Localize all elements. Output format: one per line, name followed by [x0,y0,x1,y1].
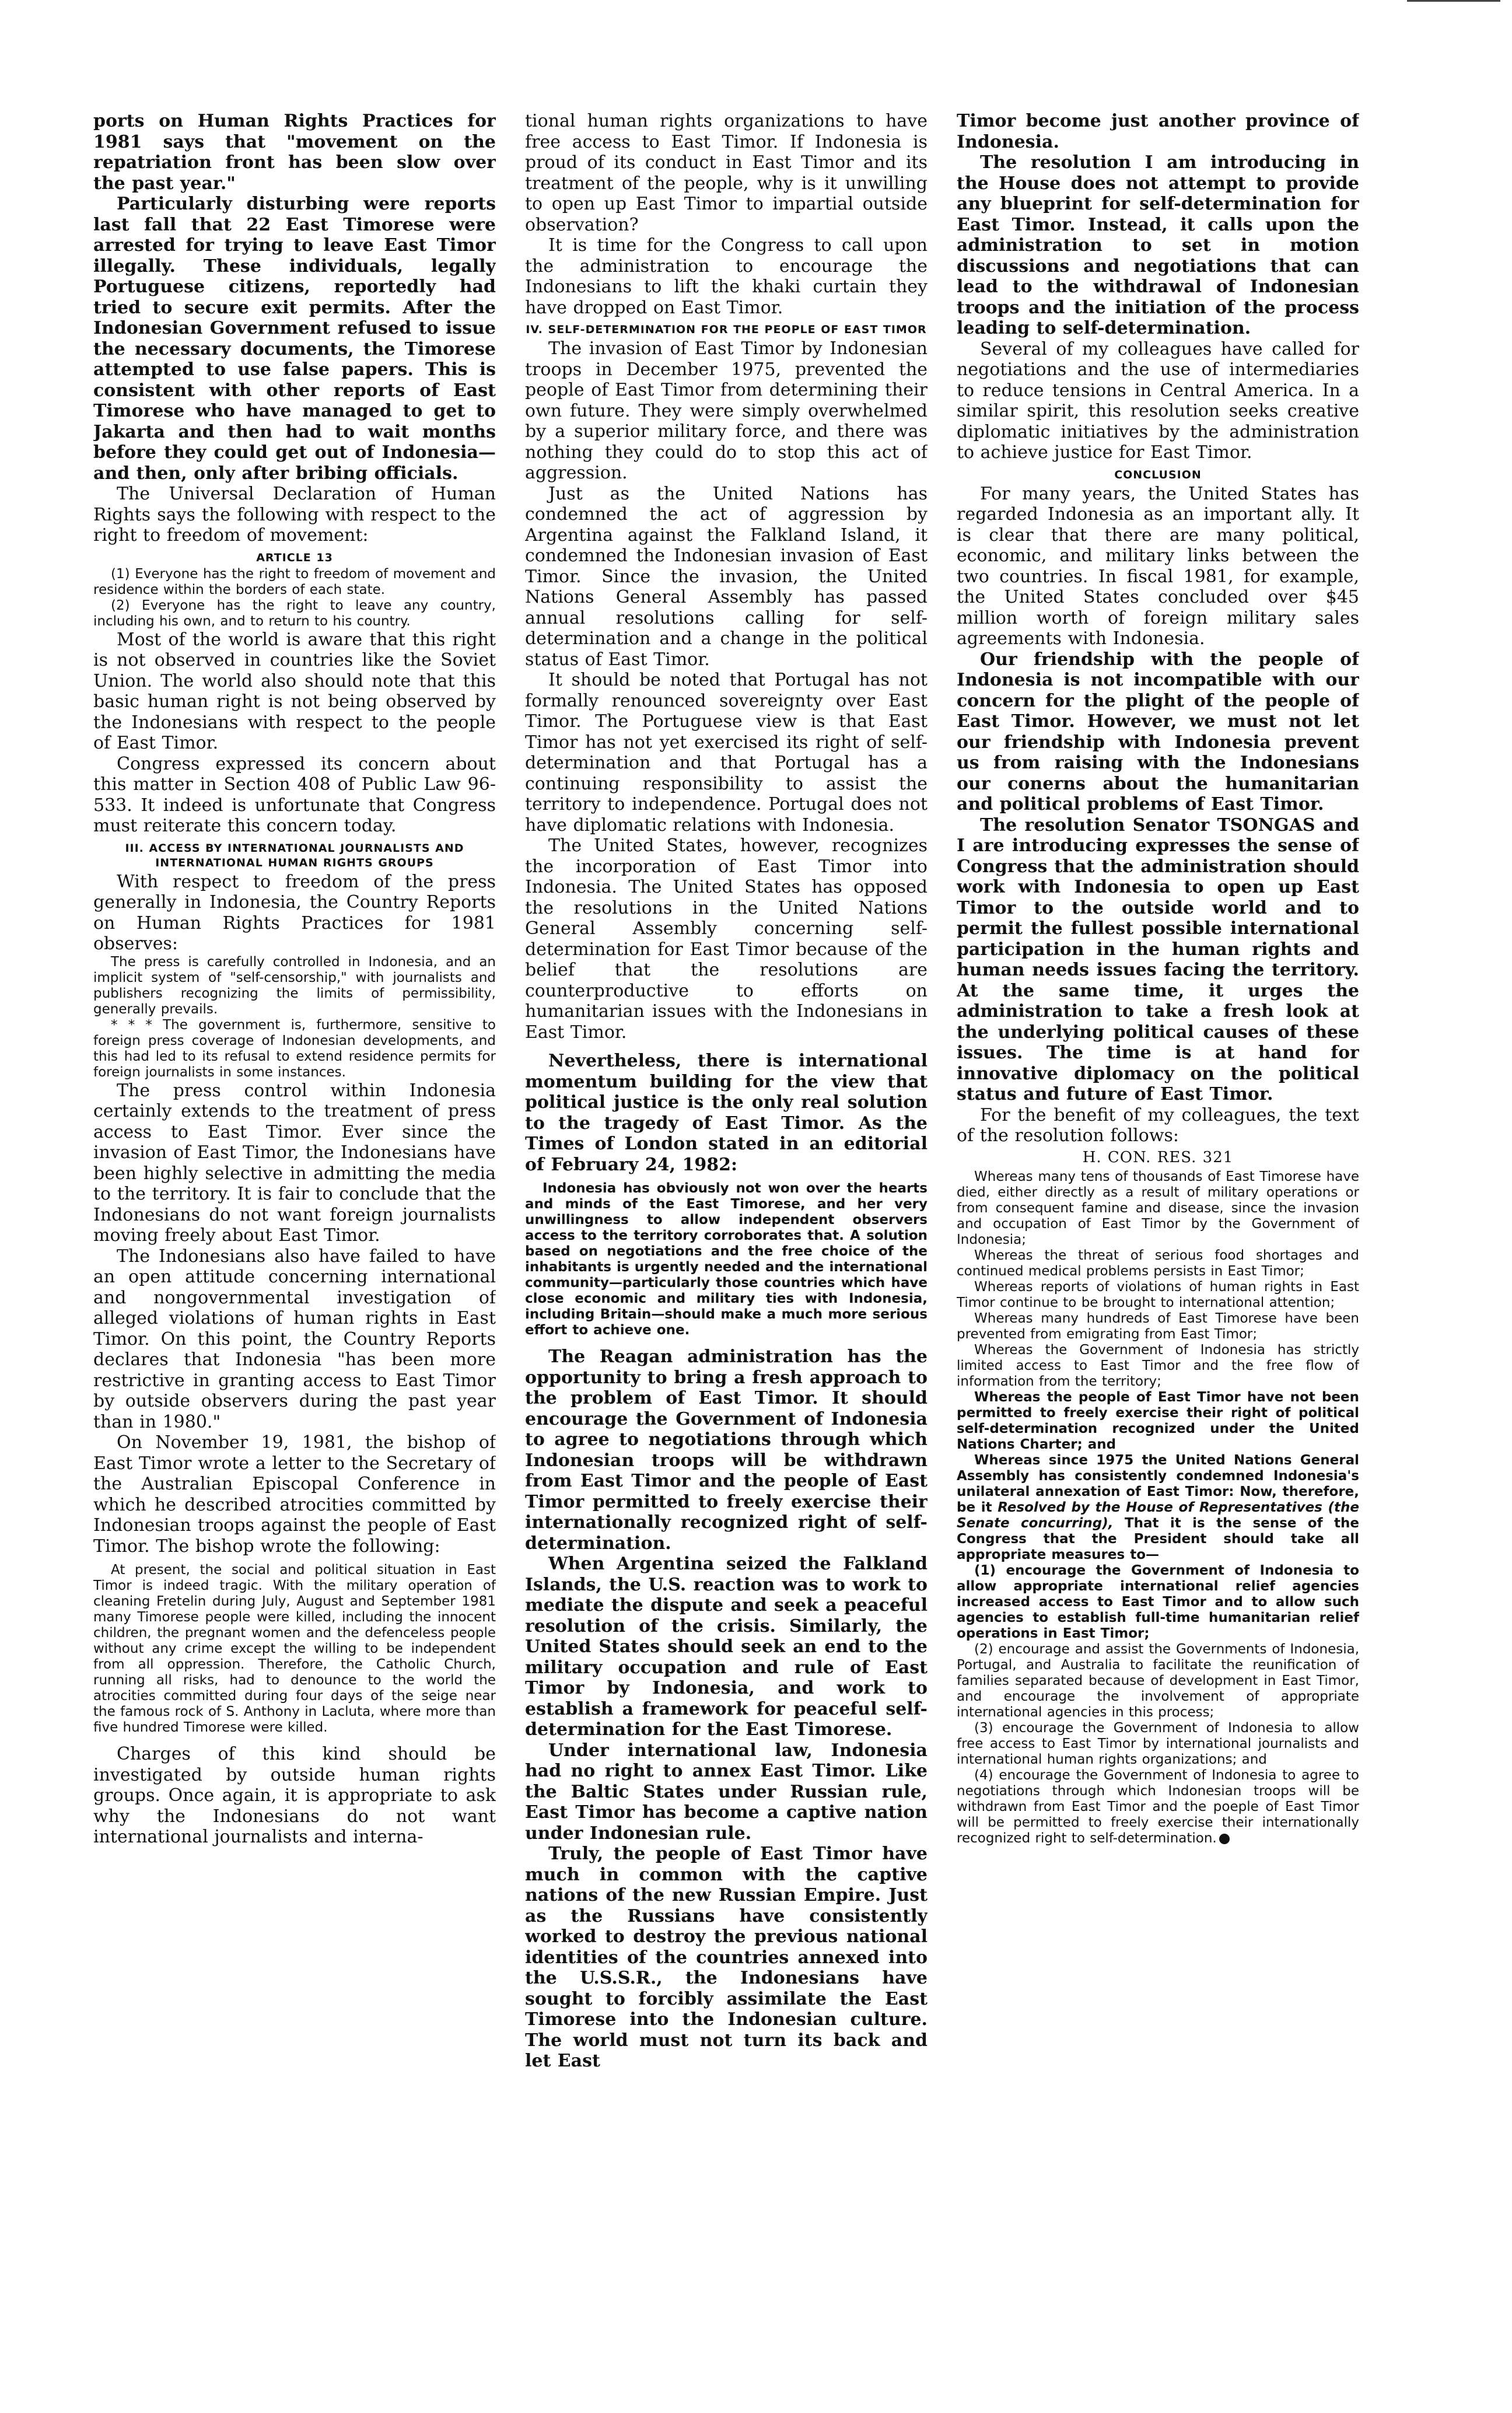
paragraph: The Reagan administration has the opportunity to bring a fresh approach to the problem of East Timor. It should encourage the Government of Indonesia to agree to negotiations through which Indonesian troops will be withdrawn from East Timor and the people of East Timor permitted to freely exercise their internationally recognized right of self-determination. [525,1347,928,1554]
resolving-clause: Resolved by the House of Representatives (the Senate concurring), [957,1500,1359,1531]
paragraph: The resolution I am introducing in the House does not attempt to provide any blueprint for self-determination for East Timor. Instead, it calls upon the administration to set in motion discussions and negotiations that can lead to the withdrawal of Indonesian troops and the initiation of the process leading to self-determination. [957,152,1359,338]
paragraph: tional human rights organizations to have free access to East Timor. If Indonesia is proud of its conduct in East Timor and its treatment of the people, why is it unwilling to open up East Timor to impartial outside observation? [525,111,928,235]
paragraph: Timor become just another province of Indonesia. [957,111,1359,152]
paragraph: Congress expressed its concern about this matter in Section 408 of Public Law 96-533. It indeed is unfortunate that Congress must reiterate this concern today. [93,753,496,836]
paragraph: Most of the world is aware that this right is not observed in countries like the Soviet Union. The world also should note that this basic human right is not being observed by the Indonesians with respect to the people of East Timor. [93,629,496,753]
paragraph: It should be noted that Portugal has not formally renounced sovereignty over East Timor. The Portuguese view is that East Timor has not yet exercised its right of self-determination and that Portugal has a continuing responsibility to assist the territory to independence. Portugal does not have diplomatic relations with Indonesia. [525,670,928,835]
column-2 [525,111,928,2374]
clause-text: That it is the sense of the Congress that the President should take all appropriate measures to— [957,1516,1359,1562]
paragraph: With respect to freedom of the press generally in Indonesia, the Country Reports on Human Rights Practices for 1981 observes: [93,871,496,954]
quote-paragraph: * * * The government is, furthermore, sensitive to foreign press coverage of Indonesian developments, and this had led to its refusal to extend residence permits for foreign journalists in some instances. [93,1017,496,1080]
paragraph: When Argentina seized the Falkland Islands, the U.S. reaction was to work to mediate the dispute and seek a peaceful resolution of the crisis. Similarly, the United States should seek an end to the military occupation and rule of East Timor by Indonesia, and work to establish a framework for peaceful self-determination for the East Timorese. [525,1554,928,1740]
resolution-title: H. CON. RES. 321 [1082,1148,1234,1166]
resolution-clause: Whereas the threat of serious food shortages and continued medical problems persists in East Timor; [957,1248,1359,1279]
block-quote [93,954,496,1080]
resolution-clause: (1) encourage the Government of Indonesia to allow appropriate international relief agencies increased access to East Timor and to allow such agencies to establish full-time humanitarian relief operations in East Timor; [957,1563,1359,1641]
resolution-clause: Whereas many hundreds of East Timorese have been prevented from emigrating from East Timor; [957,1311,1359,1342]
resolution-clause: Whereas the Government of Indonesia has strictly limited access to East Timor and the free flow of information from the territory; [957,1342,1359,1389]
section-heading: ARTICLE 13 [256,551,333,564]
resolution-clause: Whereas reports of violations of human rights in East Timor continue to be brought to international attention; [957,1279,1359,1310]
quote-paragraph: The press is carefully controlled in Indonesia, and an implicit system of "self-censorship," with journalists and publishers recognizing the limits of permissibility, generally prevails. [93,954,496,1017]
paragraph: ports on Human Rights Practices for 1981 says that "movement on the repatriation front has been slow over the past year." [93,111,496,194]
paragraph: Truly, the people of East Timor have much in common with the captive nations of the new Russian Empire. Just as the Russians have consistently worked to destroy the previous national identities of the countries annexed into the U.S.S.R., the Indonesians have sought to forcibly assimilate the East Timorese into the Indonesian culture. The world must not turn its back and let East [525,1844,928,2071]
paragraph: The Indonesians also have failed to have an open attitude concerning international and nongovernmental investigation of alleged violations of human rights in East Timor. On this point, the Country Reports declares that Indonesia "has been more restrictive in granting access to East Timor by outside observers during the past year than in 1980." [93,1246,496,1432]
paragraph: Several of my colleagues have called for negotiations and the use of intermediaries to reduce tensions in Central America. In a similar spirit, this resolution seeks creative diplomatic initiatives by the administration to achieve justice for East Timor. [957,338,1359,463]
paragraph: The United States, however, recognizes the incorporation of East Timor into Indonesia. The United States has opposed the resolutions in the United Nations General Assembly concerning self-determination for East Timor because of the belief that the resolutions are counterproductive to efforts on humanitarian issues with the Indonesians in East Timor. [525,835,928,1043]
column-1 [93,111,496,2374]
block-quote [93,566,496,630]
paragraph: The press control within Indonesia certainly extends to the treatment of press access to East Timor. Ever since the invasion of East Timor, the Indonesians have been highly selective in admitting the media to the territory. It is fair to conclude that the Indonesians do not want foreign journalists moving freely about East Timor. [93,1080,496,1246]
resolution-clause: Whereas the people of East Timor have not been permitted to freely exercise their right of political self-determination recognized under the United Nations Charter; and [957,1390,1359,1452]
resolution-clause: Whereas many tens of thousands of East Timorese have died, either directly as a result of military operations or from consequent famine and disease, since the invasion and occupation of East Timor by the Government of Indonesia; [957,1169,1359,1247]
paragraph: It is time for the Congress to call upon the administration to encourage the Indonesians to lift the khaki curtain they have dropped on East Timor. [525,235,928,318]
column-3 [957,111,1359,2374]
paragraph: For many years, the United States has regarded Indonesia as an important ally. It is clear that there are many political, economic, and military links between the two countries. In fiscal 1981, for example, the United States concluded over $45 million worth of foreign military sales agreements with Indonesia. [957,483,1359,649]
resolution-clause: (3) encourage the Government of Indonesia to allow free access to East Timor by international journalists and international human rights organizations; and [957,1720,1359,1767]
clause-text: Whereas since 1975 the United Nations General Assembly has consistently condemned Indonesia's unilateral annexation of East Timor: Now, therefore, be it [957,1453,1359,1515]
corner-rule [1407,0,1500,9]
quote-paragraph: At present, the social and political situation in East Timor is indeed tragic. With the military operation of cleaning Fretelin during July, August and September 1981 many Timorese people were killed, including the innocent children, the pregnant women and the defenceless people without any crime except the willing to be independent from all oppression. Therefore, the Catholic Church, running all risks, had to denounce to the world the atrocities committed during four days of the seige near the famous rock of S. Anthony in Lacluta, where more than five hundred Timorese were killed. [93,1562,496,1735]
paragraph: On November 19, 1981, the bishop of East Timor wrote a letter to the Secretary of the Australian Episcopal Conference in which he described atrocities committed by Indonesian troops against the people of East Timor. The bishop wrote the following: [93,1432,496,1557]
paragraph: For the benefit of my colleagues, the text of the resolution follows: [957,1104,1359,1146]
quote-paragraph: (2) Everyone has the right to leave any country, including his own, and to return to his country. [93,597,496,629]
section-heading: CONCLUSION [1114,468,1202,481]
section-heading: III. ACCESS BY INTERNATIONAL JOURNALISTS AND INTERNATIONAL HUMAN RIGHTS GROUPS [125,841,464,869]
resolution-text [957,1169,1359,1847]
section-heading: IV. SELF-DETERMINATION FOR THE PEOPLE OF EAST TIMOR [526,323,927,336]
quote-paragraph: (1) Everyone has the right to freedom of movement and residence within the borders of each state. [93,566,496,597]
paragraph: Our friendship with the people of Indonesia is not incompatible with our concern for the plight of the people of East Timor. However, we must not let our friendship with Indonesia prevent us from raising with the Indonesians our conerns about the humanitarian and political problems of East Timor. [957,649,1359,814]
block-quote [93,1562,496,1736]
resolution-clause: (2) encourage and assist the Governments of Indonesia, Portugal, and Australia to facilitate the reunification of families separated because of development in East Timor, and encourage the involvement of appropriate international agencies in this process; [957,1642,1359,1720]
paragraph: Particularly disturbing were reports last fall that 22 East Timorese were arrested for trying to leave East Timor illegally. These individuals, legally Portuguese citizens, reportedly had tried to secure exit permits. After the Indonesian Government refused to issue the necessary documents, the Timorese attempted to use false papers. This is consistent with other reports of East Timorese who have managed to get to Jakarta and then had to wait months before they could get out of Indonesia—and then, only after bribing officials. [93,194,496,484]
paragraph: The Universal Declaration of Human Rights says the following with respect to the right to freedom of movement: [93,484,496,545]
paragraph: Nevertheless, there is international momentum building for the view that political justice is the only real solution to the tragedy of East Timor. As the Times of London stated in an editorial of February 24, 1982: [525,1051,928,1175]
clause-text: (4) encourage the Government of Indonesia to agree to negotiations through which Indonesian troops will be withdrawn from East Timor and the poeple of East Timor will be permitted to freely exercise their internationally recognized right to self-determination. [957,1768,1359,1846]
paragraph: The invasion of East Timor by Indonesian troops in December 1975, prevented the people of East Timor from determining their own future. They were simply overwhelmed by a superior military force, and there was nothing they could do to stop this act of aggression. [525,338,928,483]
paragraph: Just as the United Nations has condemned the act of aggression by Argentina against the Falkland Island, it condemned the Indonesian invasion of East Timor. Since the invasion, the United Nations General Assembly has passed annual resolutions calling for self-determination and a change in the political status of East Timor. [525,483,928,670]
end-bullet-icon [1219,1834,1230,1844]
paragraph: Under international law, Indonesia had no right to annex East Timor. Like the Baltic States under Russian rule, East Timor has become a captive nation under Indonesian rule. [525,1740,928,1844]
block-quote [525,1181,928,1338]
resolution-clause [957,1768,1359,1847]
paragraph: The resolution Senator TSONGAS and I are introducing expresses the sense of Congress that the administration should work with Indonesia to open up East Timor to the outside world and to permit the fullest possible international participation in the human rights and human needs issues facing the territory. At the same time, it urges the administration to take a fresh look at the underlying political causes of these issues. The time is at hand for innovative diplomacy on the political status and future of East Timor. [957,814,1359,1104]
quote-paragraph: Indonesia has obviously not won over the hearts and minds of the East Timorese, and her very unwillingness to allow independent observers access to the territory corroborates that. A solution based on negotiations and the free choice of the inhabitants is urgently needed and the international community—particularly those countries which have close economic and military ties with Indonesia, including Britain—should make a much more serious effort to achieve one. [525,1181,928,1338]
paragraph: Charges of this kind should be investigated by outside human rights groups. Once again, it is appropriate to ask why the Indonesians do not want international journalists and interna- [93,1744,496,1847]
resolution-clause [957,1453,1359,1563]
